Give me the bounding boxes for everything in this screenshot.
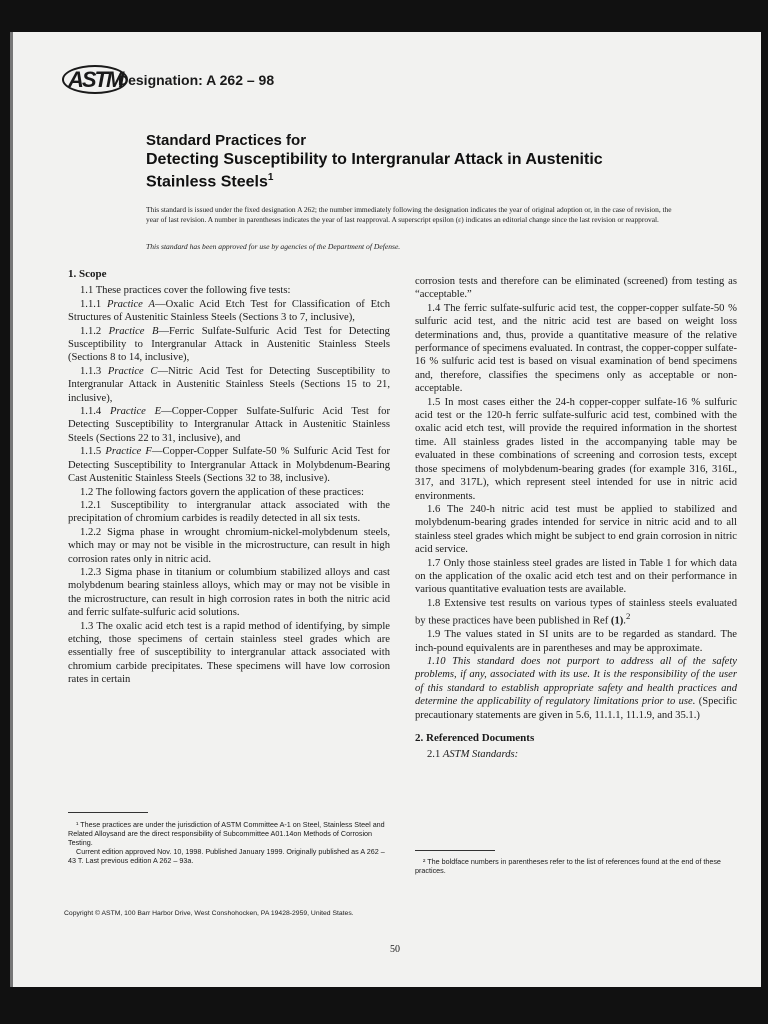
paragraph-1-7: 1.7 Only those stainless steel grades are listed in Table 1 for which data on the application of the oxalic acid etch test and on their performance in various quantitative evaluation tests are available. xyxy=(415,557,737,596)
issued-note: This standard is issued under the fixed designation A 262; the number immediately following the designation indicates the year of original adoption or, in the case of revision, the year of last revision. A number in parentheses indicates the year of last reapproval. A superscript epsilon (ε) indicates an editorial change since the last revision or reapproval. xyxy=(146,205,672,224)
footnote-rule-right xyxy=(415,850,495,851)
footnote-1 xyxy=(68,820,390,865)
document-title xyxy=(146,132,706,191)
paragraph-1-2-3: 1.2.3 Sigma phase in titanium or columbium stabilized alloys and cast molybdenum bearing stainless alloys, which may or may not be visible in the microstructure, can result in high corrosion rates in both the nitric acid and ferric sulfate-sulfuric acid solutions. xyxy=(68,566,390,619)
footnote-2-text: ² The boldface numbers in parentheses refer to the list of references found at the end of these practices. xyxy=(415,857,721,875)
section-heading-referenced-documents: 2. Referenced Documents xyxy=(415,731,535,744)
paragraph-1-4: 1.4 The ferric sulfate-sulfuric acid test, the copper-copper sulfate-50 % sulfuric acid test, and the nitric acid test are based on weight loss determinations and, thus, provide a quantitative measure of the relative performance of specimens evaluated. In contrast, the copper-copper sulfate-16 % sulfuric acid test is based on visual examination of bend specimens and, therefore, classifies the specimens only as acceptable or non-acceptable. xyxy=(415,302,737,395)
paragraph-2-1: 2.1 ASTM Standards: xyxy=(427,749,519,761)
title-line-2: Detecting Susceptibility to Intergranular Attack in Austenitic xyxy=(146,151,603,168)
paragraph-continued: corrosion tests and therefore can be eliminated (screened) from testing as “acceptable.” xyxy=(415,276,737,301)
paragraph-1-10: 1.10 This standard does not purport to address all of the safety problems, if any, associated with its use. It is the responsibility of the user of this standard to establish appropriate safety and health practices and determine the applicability of regulatory limitations prior to use. (Specific precautionary statements are given in 5.6, 11.1.1, 11.1.9, and 35.1.) xyxy=(415,655,737,721)
paragraph-1-1: 1.1 These practices cover the following five tests: xyxy=(80,285,291,297)
footnote-2 xyxy=(415,857,737,875)
title-line-1: Standard Practices for xyxy=(146,132,307,149)
copyright-line: Copyright © ASTM, 100 Barr Harbor Drive, West Conshohocken, PA 19428-2959, United States. xyxy=(64,910,354,917)
paragraph-1-1-3: 1.1.3 Practice C—Nitric Acid Test for Detecting Susceptibility to Intergranular Attack in Austenitic Stainless Steels (Sections 15 to 21, inclusive), xyxy=(68,365,390,404)
astm-logo-icon: ASTM xyxy=(62,62,114,98)
paragraph-1-2: 1.2 The following factors govern the application of these practices: xyxy=(80,486,364,498)
footnote-1-edition: Current edition approved Nov. 10, 1998. Published January 1999. Originally published as A 262 – 43 T. Last previous edition A 262 – 93a. xyxy=(68,847,385,865)
left-column xyxy=(68,268,390,687)
paragraph-1-1-4: 1.1.4 Practice E—Copper-Copper Sulfate-Sulfuric Acid Test for Detecting Susceptibility to Intergranular Attack in Austenitic Stainless Steels (Sections 22 to 31, inclusive), and xyxy=(68,406,390,444)
approved-note: This standard has been approved for use by agencies of the Department of Defense. xyxy=(146,242,401,251)
footnote-ref-2: 2 xyxy=(625,611,631,622)
paragraph-1-2-1: 1.2.1 Susceptibility to intergranular attack associated with the precipitation of chromium carbides is readily detected in all six tests. xyxy=(68,499,390,525)
paragraph-1-1-1: 1.1.1 Practice A—Oxalic Acid Etch Test for Classification of Etch Structures of Austenitic Stainless Steels (Sections 3 to 7, inclusive), xyxy=(68,298,390,324)
paragraph-1-1-2: 1.1.2 Practice B—Ferric Sulfate-Sulfuric Acid Test for Detecting Susceptibility to Intergranular Attack in Austenitic Stainless Steels (Sections 8 to 14, inclusive), xyxy=(68,325,390,364)
paragraph-1-5: 1.5 In most cases either the 24-h copper-copper sulfate-16 % sulfuric acid test or the 120-h ferric sulfate-sulfuric acid test, combined with the oxalic acid etch test, will provide the required information in the shortest time. All stainless grades listed in the accompanying table may be evaluated in these combinations of screening and corrosion tests, except those specimens of molybdenum-bearing grades (for example 316, 316L, 317, and 317L), which represent steel intended for use in nitric acid environments. xyxy=(415,396,737,502)
paragraph-1-9: 1.9 The values stated in SI units are to be regarded as standard. The inch-pound equivalents are in parentheses and may be approximate. xyxy=(415,629,737,654)
title-line-3: Stainless Steels xyxy=(146,173,268,191)
page-number: 50 xyxy=(390,944,400,955)
reference-link: (1) xyxy=(610,615,624,627)
designation: Designation: A 262 – 98 xyxy=(118,72,275,88)
paragraph-1-6: 1.6 The 240-h nitric acid test must be applied to stabilized and molybdenum-bearing grades intended for service in nitric acid and to all stainless steel grades which might be subject to end grain corrosion in nitric acid service. xyxy=(415,503,737,556)
paragraph-1-1-5: 1.1.5 Practice F—Copper-Copper Sulfate-50 % Sulfuric Acid Test for Detecting Susceptibility to Intergranular Attack in Molybdenum-Bearing Cast Austenitic Stainless Steels (Sections 32 to 38, inclusive). xyxy=(68,446,390,485)
paragraph-1-8: 1.8 Extensive test results on various types of stainless steels evaluated by these practices have been published in Ref (1).$^2$ xyxy=(415,597,737,627)
paragraph-1-3: 1.3 The oxalic acid etch test is a rapid method of identifying, by simple etching, those specimens of certain stainless steel grades which are essentially free of susceptibility to intergranular attack associated with chromium carbide precipitates. These specimens will have low corrosion rates in certain xyxy=(68,620,390,686)
section-heading-scope: 1. Scope xyxy=(68,268,107,280)
footnote-1-text: ¹ These practices are under the jurisdiction of ASTM Committee A-1 on Steel, Stainless Steel and Related Alloysand are the direct responsibility of Subcommittee A01.14on Methods of Corrosion Testing. xyxy=(68,820,385,847)
footnote-rule-left xyxy=(68,812,148,813)
paragraph-1-2-2: 1.2.2 Sigma phase in wrought chromium-nickel-molybdenum steels, which may or may not be visible in the microstructure, can result in high corrosion rates only in nitric acid. xyxy=(68,526,390,565)
right-column xyxy=(415,275,737,762)
title-footnote-mark: 1 xyxy=(267,172,274,183)
